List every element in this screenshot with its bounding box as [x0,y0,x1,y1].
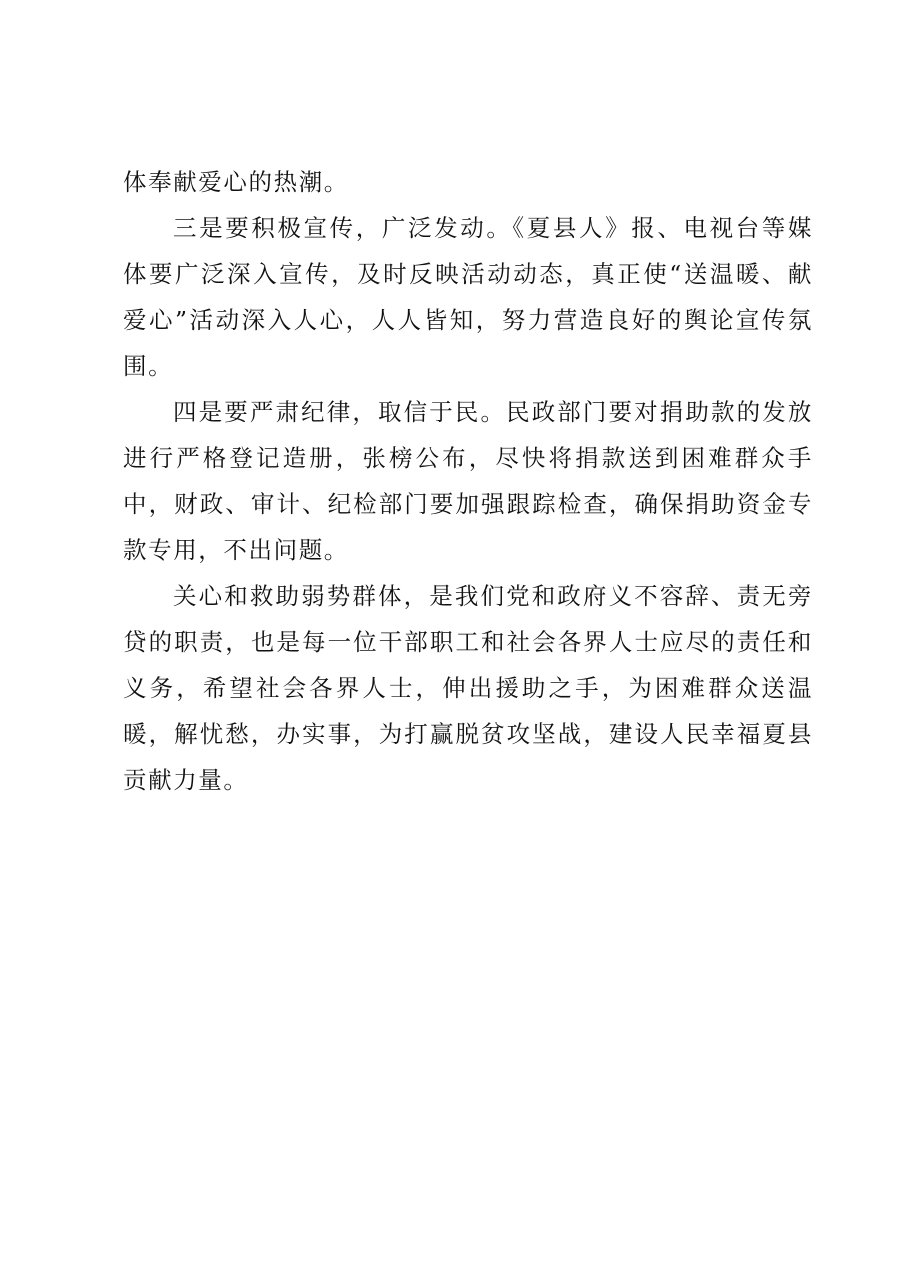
text-line: 进行严格登记造册，张榜公布，尽快将捐款送到困难群众手中， [123,444,813,518]
text-line: 义务，希望社会各界人士，伸出援助之手，为困难群众送温暖， [123,674,813,748]
text-line: 用，不出问题。 [173,536,349,564]
text-line: 爱心”活动深入人心，人人皆知，努力营造良好的舆论宣传氛 [123,306,813,334]
text-line: 解忧愁，办实事，为打赢脱贫攻坚战，建设人民幸福夏县贡献 [123,720,814,794]
text-line: 力量。 [173,766,249,794]
text-line: 财政、审计、纪检部门要加强跟踪检查，确保捐助资金专款专 [123,490,814,564]
text-line: 三是要积极宣传，广泛发动。《夏县人》报、电视台等媒 [173,214,813,242]
paragraph-publicity [123,205,813,389]
paragraph-continuation [123,159,813,205]
text-line: 体要广泛深入宣传，及时反映活动动态，真正使“送温暖、献 [123,260,813,288]
text-line: 围。 [123,352,174,380]
text-line: 四是要严肃纪律，取信于民。民政部门要对捐助款的发放 [173,398,813,426]
paragraph-discipline [123,389,813,573]
text-line: 贷的职责，也是每一位干部职工和社会各界人士应尽的责任和 [123,628,813,656]
paragraph-conclusion [123,573,813,803]
text-line: 关心和救助弱势群体，是我们党和政府义不容辞、责无旁 [173,582,813,610]
document-body [123,159,813,803]
text-line: 体奉献爱心的热潮。 [123,168,349,196]
